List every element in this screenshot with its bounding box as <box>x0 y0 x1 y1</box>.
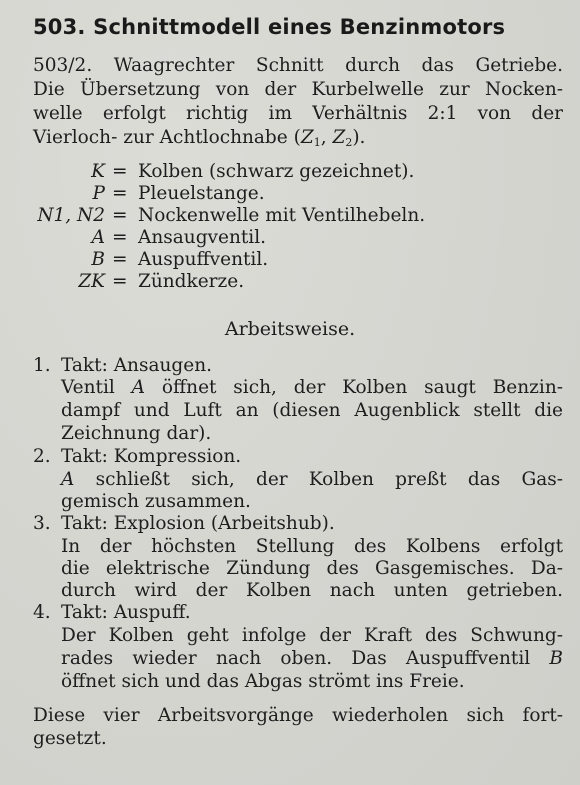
legend-desc: Auspuffventil. <box>138 249 269 270</box>
step-number: 4. <box>33 602 51 623</box>
legend-key: A <box>91 227 105 248</box>
intro-line-3: welle erfolgt richtig im Verhältnis 2:1 von der <box>33 103 563 124</box>
text-run: Ventil <box>61 377 132 398</box>
legend-equals: = <box>112 205 128 226</box>
step-title: Takt: Explosion (Arbeitshub). <box>61 513 335 534</box>
step-text-line <box>61 647 563 671</box>
text-run: rades wieder nach oben. Das Auspuffventil <box>61 648 550 669</box>
legend-desc: Nockenwelle mit Ventilhebeln. <box>138 205 426 226</box>
intro-line-1: 503/2. Waagrechter Schnitt durch das Getriebe. <box>33 55 563 76</box>
step-number: 3. <box>33 513 51 534</box>
step-text-line: öffnet sich und das Abgas strömt ins Freie. <box>61 671 465 692</box>
legend-equals: = <box>112 161 128 182</box>
legend-key: P <box>92 183 105 204</box>
legend-equals: = <box>112 271 128 292</box>
legend-key: B <box>91 249 105 270</box>
step-text-line: dampf und Luft an (diesen Augenblick stellt die <box>61 400 563 421</box>
step-number: 2. <box>33 446 51 467</box>
step-title: Takt: Kompression. <box>61 446 242 467</box>
separator: , <box>320 127 333 148</box>
valve-symbol: A <box>131 377 146 398</box>
legend-desc: Kolben (schwarz gezeichnet). <box>138 161 415 182</box>
legend-equals: = <box>112 249 128 270</box>
step-text-line: Der Kolben geht infolge der Kraft des Schwung- <box>61 625 563 646</box>
z2-subscript: 2 <box>345 136 353 149</box>
valve-symbol: B <box>549 648 563 669</box>
legend-key: K <box>91 161 105 182</box>
step-text-line: die elektrische Zündung des Gasgemisches. Da- <box>61 558 563 579</box>
intro-line-4-text: Vierloch- zur Achtlochnabe ( <box>33 127 301 148</box>
valve-symbol: A <box>61 469 75 490</box>
text-run: schließt sich, der Kolben preßt das Gas- <box>74 469 563 490</box>
legend-desc: Pleuelstange. <box>138 183 265 204</box>
closing-line-1: Diese vier Arbeitsvorgänge wiederholen sich fort- <box>33 705 563 726</box>
legend-equals: = <box>112 227 128 248</box>
legend-key: N1, N2 <box>37 205 105 226</box>
step-title: Takt: Auspuff. <box>61 602 191 623</box>
z1-symbol: Z <box>300 127 314 148</box>
step-title: Takt: Ansaugen. <box>61 355 212 376</box>
step-text-line <box>61 376 563 400</box>
legend-equals: = <box>112 183 128 204</box>
text-run: öffnet sich, der Kolben saugt Benzin- <box>145 377 563 398</box>
step-number: 1. <box>33 355 51 376</box>
intro-line-4-end: ). <box>352 127 366 148</box>
section-heading: Arbeitsweise. <box>224 318 356 340</box>
z2-symbol: Z <box>332 127 346 148</box>
legend-desc: Ansaugventil. <box>138 227 267 248</box>
intro-line-4 <box>33 126 563 155</box>
step-text-line: Zeichnung dar). <box>61 423 212 444</box>
legend-desc: Zündkerze. <box>138 271 245 292</box>
page-title: 503. Schnittmodell eines Benzinmotors <box>33 15 506 39</box>
step-text-line <box>61 468 563 492</box>
intro-line-2: Die Übersetzung von der Kurbelwelle zur Nocken- <box>33 79 563 100</box>
step-text-line: gemisch zusammen. <box>61 491 251 512</box>
step-text-line: durch wird der Kolben nach unten getrieben. <box>61 580 563 601</box>
z1-subscript: 1 <box>313 136 321 149</box>
closing-line-2: gesetzt. <box>33 728 107 749</box>
step-text-line: In der höchsten Stellung des Kolbens erfolgt <box>61 536 563 557</box>
legend-key: ZK <box>78 271 105 292</box>
